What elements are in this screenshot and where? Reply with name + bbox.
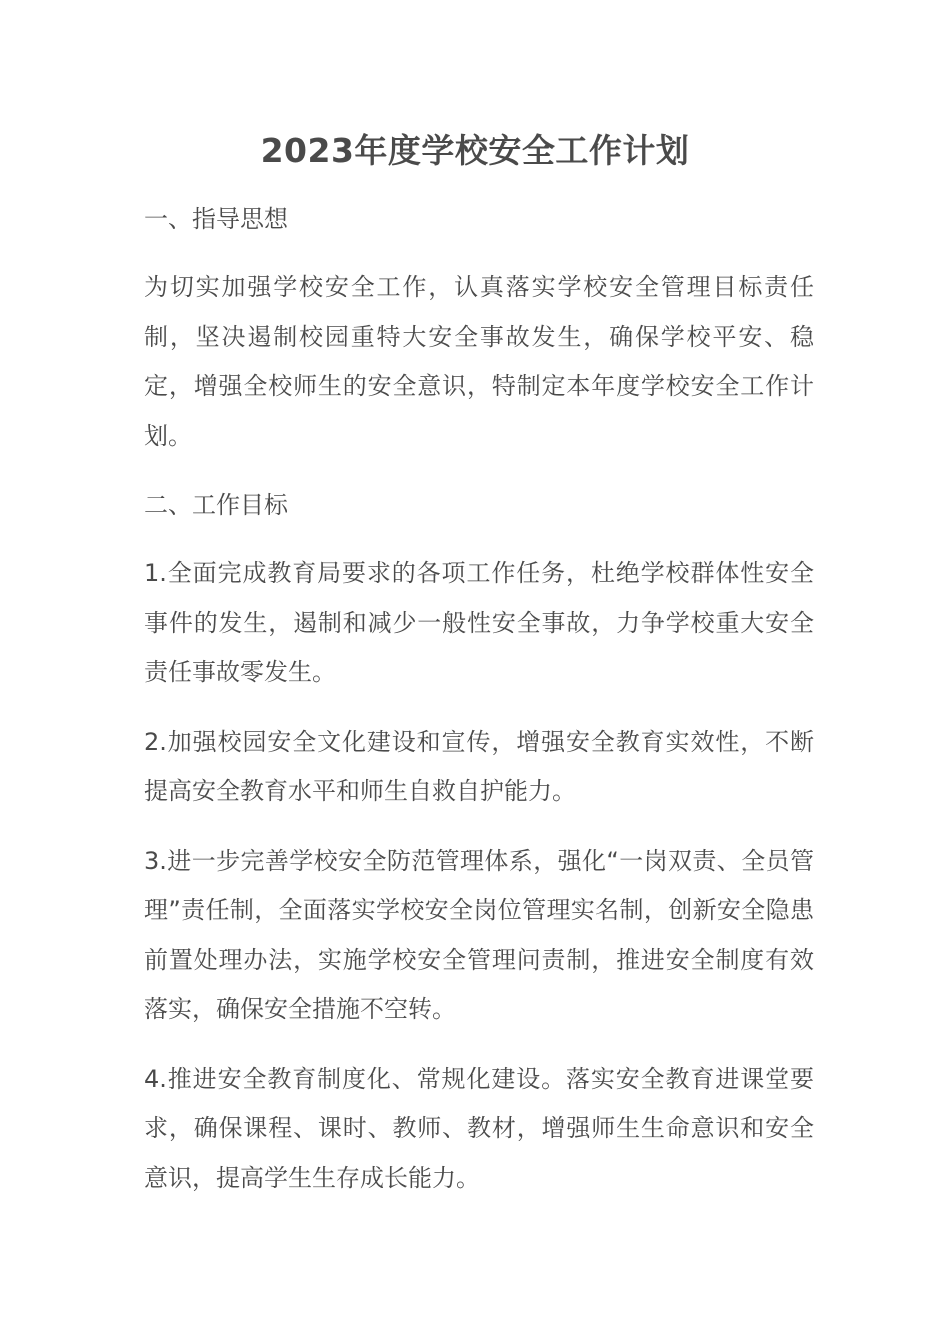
- section-work-goals: [144, 481, 814, 1203]
- section-heading: 一、指导思想: [144, 205, 288, 233]
- document-body: [144, 195, 814, 1223]
- paragraph-goal-2: 2.加强校园安全文化建设和宣传，增强安全教育实效性，不断提高安全教育水平和师生自救自护能力。: [144, 727, 814, 805]
- section-guiding-ideology: [144, 195, 814, 461]
- paragraph: 为切实加强学校安全工作，认真落实学校安全管理目标责任制，坚决遏制校园重特大安全事故发生，确保学校平安、稳定，增强全校师生的安全意识，特制定本年度学校安全工作计划。: [144, 273, 814, 450]
- document-title: 2023年度学校安全工作计划: [260, 131, 690, 170]
- paragraph-goal-4: 4.推进安全教育制度化、常规化建设。落实安全教育进课堂要求，确保课程、课时、教师、教材，增强师生生命意识和安全意识，提高学生生存成长能力。: [144, 1064, 814, 1192]
- section-heading: 二、工作目标: [144, 491, 288, 519]
- paragraph-goal-3: 3.进一步完善学校安全防范管理体系，强化“一岗双责、全员管理”责任制，全面落实学校安全岗位管理实名制，创新安全隐患前置处理办法，实施学校安全管理问责制，推进安全制度有效落实，确保安全措施不空转。: [144, 846, 814, 1023]
- paragraph-goal-1: 1.全面完成教育局要求的各项工作任务，杜绝学校群体性安全事件的发生，遏制和减少一般性安全事故，力争学校重大安全责任事故零发生。: [144, 559, 814, 686]
